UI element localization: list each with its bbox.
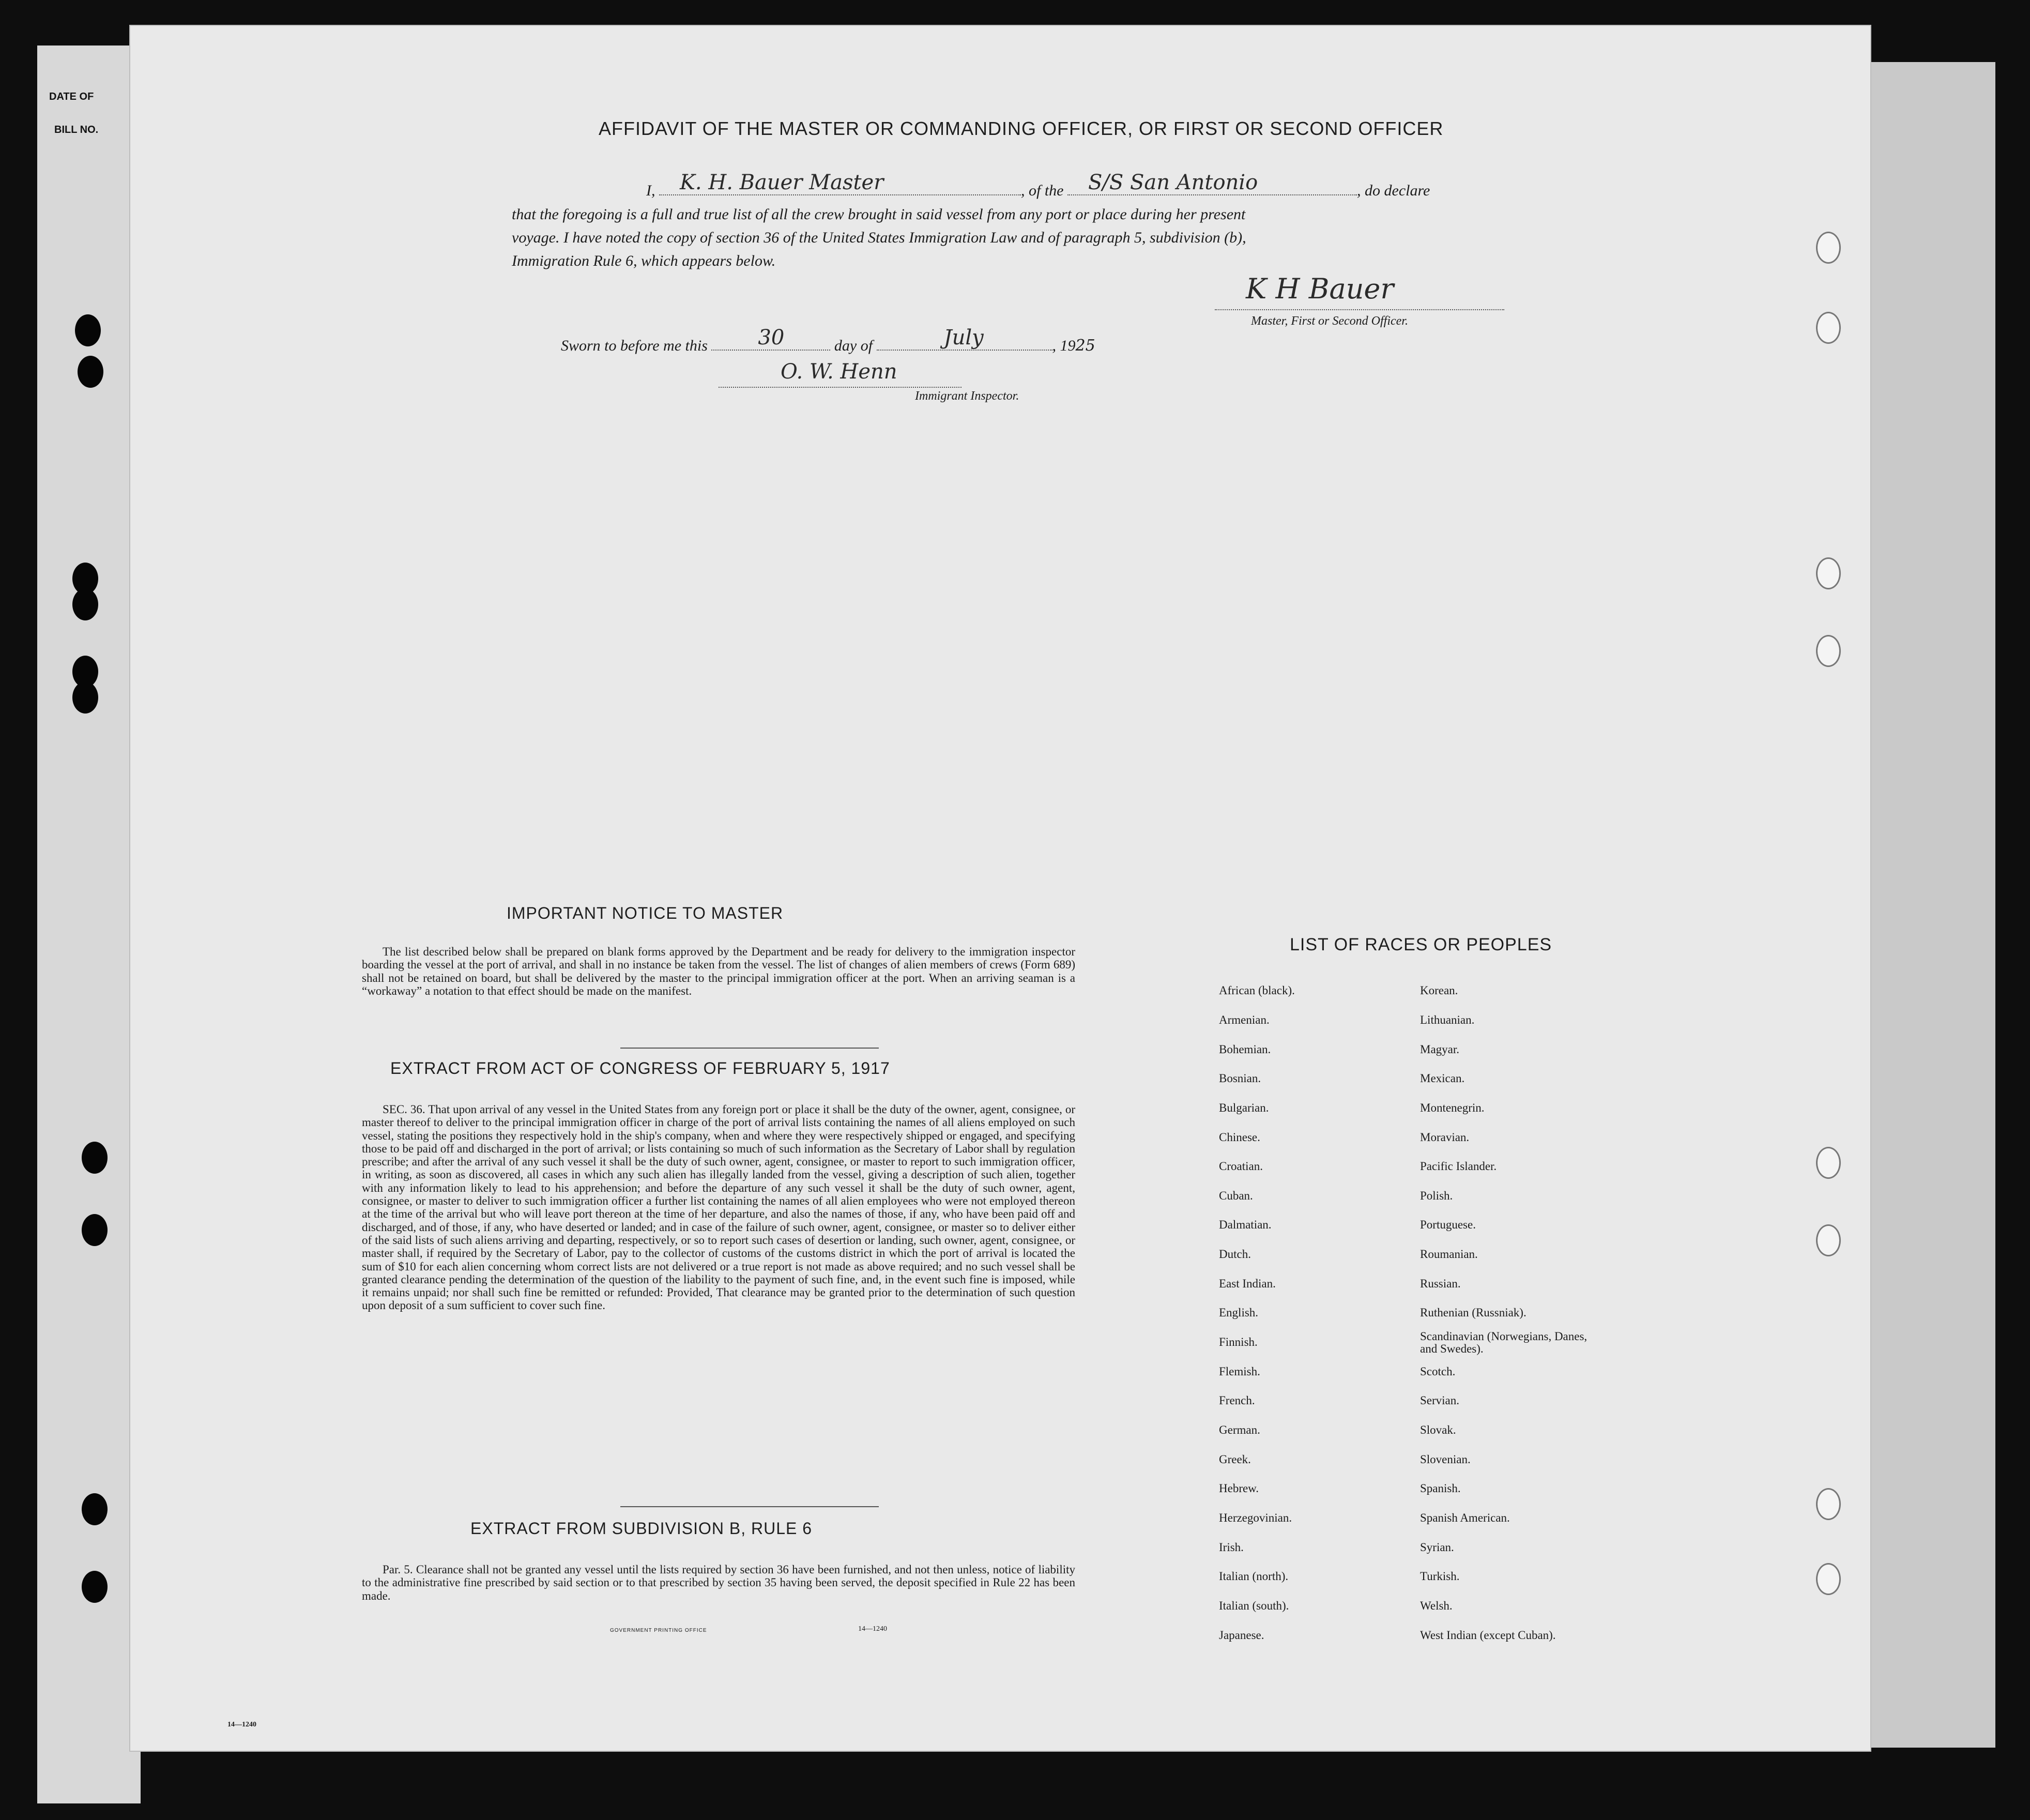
race-item: Hebrew. [1219, 1482, 1259, 1495]
rule-body: Par. 5. Clearance shall not be granted any vessel until the lists required by section 36 have been furnished, and not then unless, notice of liability to the administrative fine prescribed by said section or to that prescribed by section 35 having been served, the deposit specified in Rule 22 has been made. [362, 1563, 1075, 1602]
year-prefix: , 19 [1052, 337, 1076, 354]
race-item: Ruthenian (Russniak). [1420, 1306, 1527, 1319]
bottom-form-number: 14—1240 [227, 1721, 256, 1728]
punch-hole [82, 1493, 108, 1525]
sworn-to-label: Sworn to before me this [561, 337, 708, 354]
affidavit-line-2: that the foregoing is a full and true list of all the crew brought in said vessel from any port or place during her present [512, 206, 1246, 223]
handwritten-year: 25 [1075, 337, 1095, 355]
race-item: Spanish American. [1420, 1511, 1510, 1524]
affidavit-do-declare: , do declare [1357, 182, 1430, 199]
race-item: Mexican. [1420, 1072, 1465, 1085]
underlying-page-right [1861, 62, 1995, 1748]
race-item: East Indian. [1219, 1277, 1276, 1290]
race-item: Cuban. [1219, 1189, 1253, 1202]
punch-hole [75, 314, 101, 346]
race-item: Japanese. [1219, 1629, 1264, 1642]
punch-hole [1816, 1147, 1841, 1179]
punch-hole [82, 1571, 108, 1603]
race-item: Slovenian. [1420, 1453, 1471, 1466]
inspector-caption: Immigrant Inspector. [915, 389, 1019, 403]
sworn-line [561, 326, 1095, 355]
race-item: West Indian (except Cuban). [1420, 1629, 1556, 1642]
notice-title: IMPORTANT NOTICE TO MASTER [507, 904, 784, 922]
officer-signature-field [1215, 268, 1504, 310]
race-item: Polish. [1420, 1189, 1453, 1202]
handwritten-day: 30 [758, 326, 785, 350]
race-item: French. [1219, 1394, 1255, 1407]
rule-title: EXTRACT FROM SUBDIVISION B, RULE 6 [470, 1519, 813, 1538]
race-item: Korean. [1420, 984, 1458, 997]
punch-hole [1816, 312, 1841, 344]
punch-hole [82, 1214, 108, 1246]
month-field [877, 326, 1052, 351]
inspector-signature-field [719, 356, 961, 388]
rule-form-number: 14—1240 [858, 1625, 887, 1633]
punch-hole [72, 681, 98, 714]
day-of-label: day of [834, 337, 873, 354]
punch-hole [1816, 635, 1841, 667]
punch-hole [1816, 1563, 1841, 1595]
race-item: African (black). [1219, 984, 1295, 997]
punch-hole [1816, 1224, 1841, 1256]
left-edge-date-label: DATE OF [49, 91, 94, 102]
notice-body: The list described below shall be prepared on blank forms approved by the Department and be ready for delivery to the immigration inspector boarding the vessel at the port of arrival, and shall in no instance be taken from the vessel. The list of changes of alien members of crews (Form 689) shall not be retained on board, but shall be delivered by the master to the principal immigration officer at the port. When an arriving seaman is a “workaway” a notation to that effect should be made on the manifest. [362, 945, 1075, 997]
divider [620, 1506, 879, 1507]
affidavit-title: AFFIDAVIT OF THE MASTER OR COMMANDING OFFICER, OR FIRST OR SECOND OFFICER [599, 118, 1444, 139]
race-item: Servian. [1420, 1394, 1460, 1407]
races-title: LIST OF RACES OR PEOPLES [1290, 935, 1552, 954]
document-sheet [129, 25, 1871, 1752]
affidavit-declaration-line [646, 171, 1430, 200]
race-item: Syrian. [1420, 1541, 1454, 1554]
vessel-name-field [1067, 171, 1357, 195]
race-item: German. [1219, 1423, 1260, 1436]
punch-hole [72, 588, 98, 620]
race-item: Turkish. [1420, 1570, 1460, 1583]
act-title: EXTRACT FROM ACT OF CONGRESS OF FEBRUARY 5, 1917 [390, 1059, 890, 1078]
race-item: Greek. [1219, 1453, 1251, 1466]
race-item: Irish. [1219, 1541, 1244, 1554]
race-item: Scandinavian (Norwegians, Danes, and Swedes). [1420, 1330, 1588, 1355]
divider [620, 1048, 879, 1049]
act-body: SEC. 36. That upon arrival of any vessel in the United States from any foreign port or place it shall be the duty of the owner, agent, consignee, or master thereof to deliver to the principal immigration officer in charge of the port of arrival lists containing the names of all aliens employed on such vessel, stating the positions they respectively hold in the ship's company, when and where they were respectively shipped or engaged, and specifying those to be paid off and discharged in the port of arrival; or lists containing so much of such information as the Secretary of Labor shall by regulation prescribe; and after the arrival of any such vessel it shall be the duty of such owner, agent, consignee, or master to report to such immigration officer, in writing, as soon as discovered, all cases in which any such alien has illegally landed from the vessel, giving a description of such alien, together with any information likely to lead to his apprehension; and before the departure of any such vessel it shall be the duty of such owner, agent, consignee, or master to deliver to such immigration officer a further list containing the names of all alien employees who were not employed thereon at the time of the arrival but who will leave port thereon at the time of her departure, and also the names of those, if any, who have been paid off and discharged, and of those, if any, who have deserted or landed; and in case of the failure of such owner, agent, consignee, or master so to deliver either of the said lists of such aliens arriving and departing, respectively, or so to report such cases of desertion or landing, such owner, agent, consignee, or master shall, if required by the Secretary of Labor, pay to the collector of customs of the customs district in which the port of arrival is located the sum of $10 for each alien concerning whom correct lists are not delivered or a true report is not made as above required; and no such vessel shall be granted clearance pending the determination of the question of the liability to the payment of such fine, and, in the event such fine is imposed, while it remains unpaid; nor shall such fine be remitted or refunded: Provided, That clearance may be granted prior to the determination of such question upon deposit of a sum sufficient to cover such fine. [362, 1103, 1075, 1312]
race-item: Flemish. [1219, 1365, 1260, 1378]
race-item: Portuguese. [1420, 1218, 1476, 1231]
race-item: Spanish. [1420, 1482, 1461, 1495]
race-item: Moravian. [1420, 1131, 1470, 1144]
race-item: Pacific Islander. [1420, 1160, 1497, 1173]
race-item: Welsh. [1420, 1599, 1453, 1612]
race-item: Russian. [1420, 1277, 1461, 1290]
handwritten-master-name: K. H. Bauer Master [680, 171, 884, 194]
race-item: Montenegrin. [1420, 1101, 1485, 1114]
affidavit-line-4: Immigration Rule 6, which appears below. [512, 252, 776, 269]
race-item: Lithuanian. [1420, 1013, 1475, 1026]
underlying-page-left [37, 46, 141, 1803]
race-item: Dutch. [1219, 1248, 1251, 1261]
race-item: Scotch. [1420, 1365, 1456, 1378]
left-edge-bill-label: BILL NO. [54, 124, 99, 135]
race-item: Bulgarian. [1219, 1101, 1269, 1114]
day-field [711, 326, 830, 351]
handwritten-vessel-name: S/S San Antonio [1088, 171, 1258, 194]
punch-hole [1816, 232, 1841, 264]
affidavit-i: I, [646, 182, 655, 199]
race-item: Bohemian. [1219, 1043, 1271, 1056]
race-item: Croatian. [1219, 1160, 1263, 1173]
handwritten-officer-signature: K H Bauer [1246, 272, 1394, 305]
race-item: Herzegovinian. [1219, 1511, 1292, 1524]
race-item: Armenian. [1219, 1013, 1270, 1026]
race-item: Bosnian. [1219, 1072, 1261, 1085]
race-item: Finnish. [1219, 1336, 1258, 1348]
race-item: Italian (north). [1219, 1570, 1289, 1583]
punch-hole [1816, 557, 1841, 589]
punch-hole [1816, 1488, 1841, 1520]
affidavit-of-the: , of the [1021, 182, 1064, 199]
handwritten-month: July [943, 326, 984, 350]
master-name-field [659, 171, 1021, 195]
race-item: Chinese. [1219, 1131, 1260, 1144]
race-item: Dalmatian. [1219, 1218, 1272, 1231]
printer-imprint: GOVERNMENT PRINTING OFFICE [610, 1628, 707, 1633]
punch-hole [82, 1142, 108, 1174]
punch-hole [78, 356, 103, 388]
race-item: English. [1219, 1306, 1259, 1319]
race-item: Italian (south). [1219, 1599, 1289, 1612]
race-item: Slovak. [1420, 1423, 1456, 1436]
affidavit-line-3: voyage. I have noted the copy of section 36 of the United States Immigration Law and of paragraph 5, subdivision (b), [512, 229, 1246, 246]
race-item: Roumanian. [1420, 1248, 1478, 1261]
race-item: Magyar. [1420, 1043, 1460, 1056]
handwritten-inspector-signature: O. W. Henn [781, 360, 897, 384]
officer-caption: Master, First or Second Officer. [1251, 314, 1408, 328]
